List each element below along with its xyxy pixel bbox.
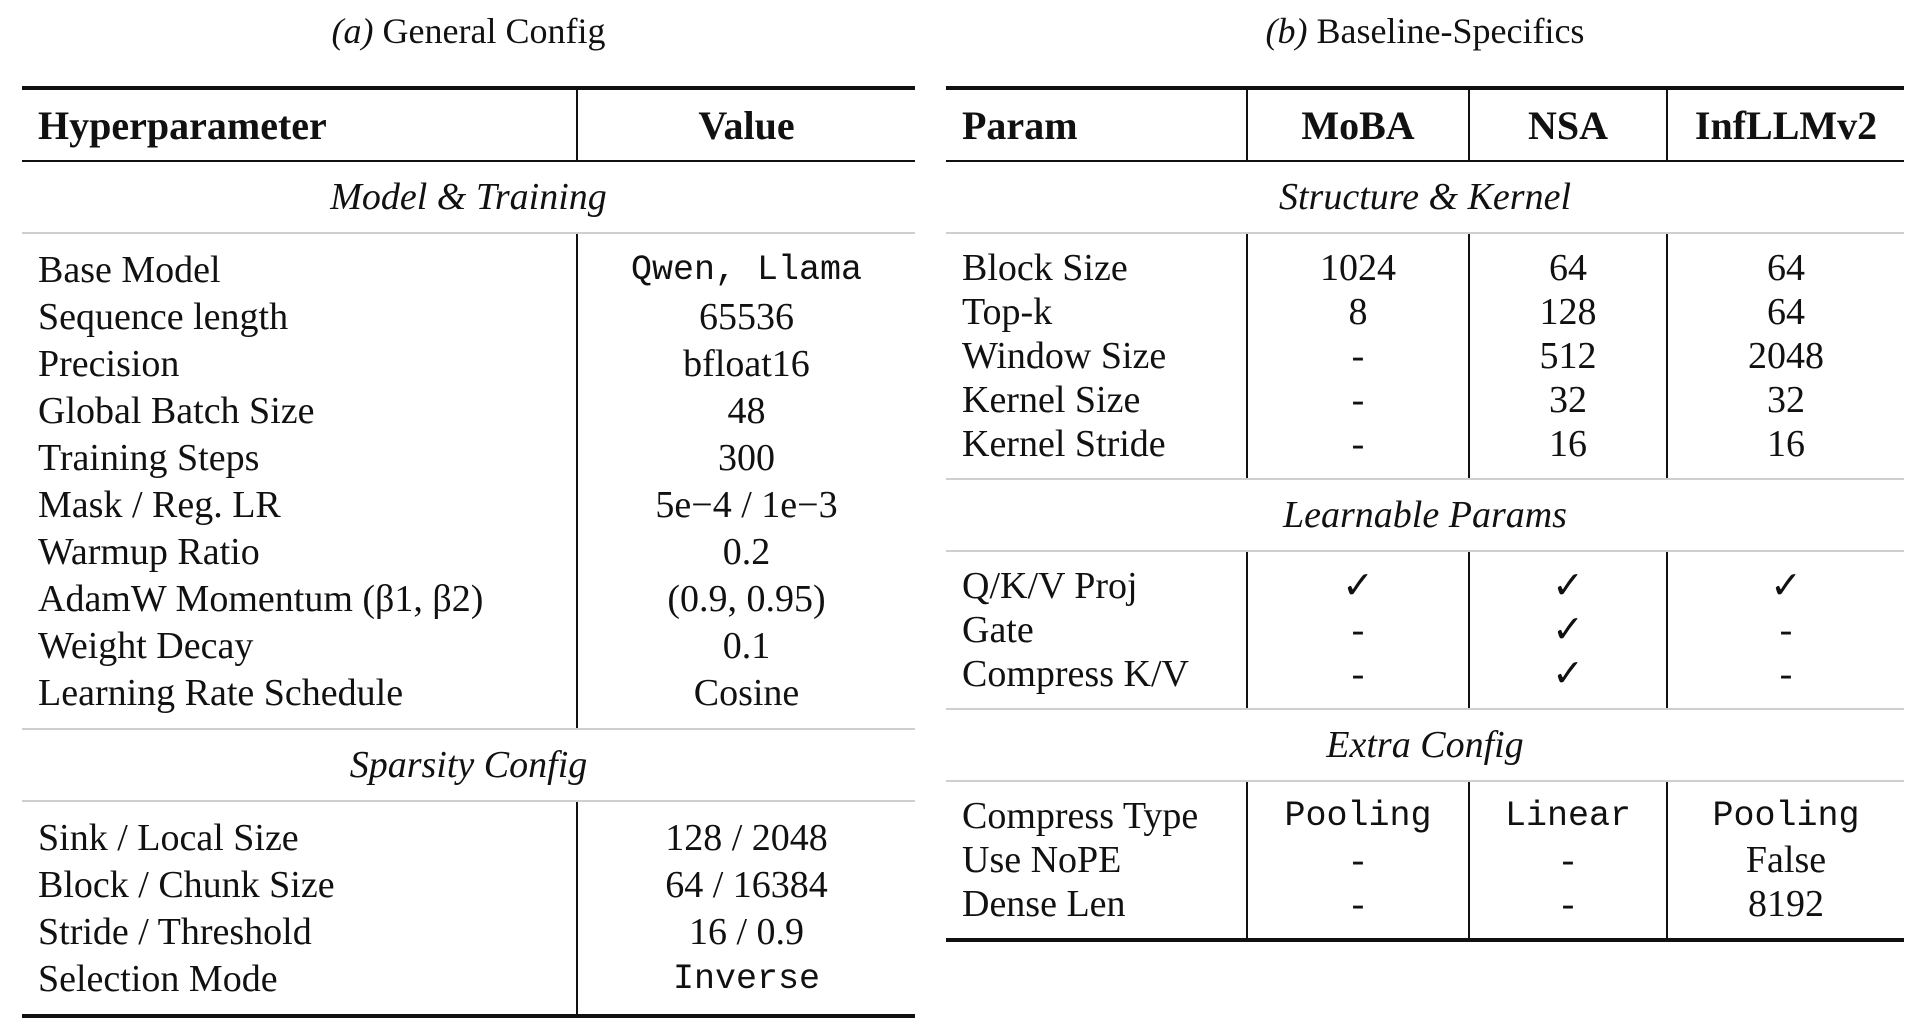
section-title: Extra Config	[946, 709, 1904, 781]
table-row: Global Batch Size 48	[22, 387, 915, 434]
header-value: Value	[577, 88, 915, 161]
section-title: Sparsity Config	[22, 729, 915, 801]
baseline-specifics-table	[946, 86, 1904, 942]
table-row: Gate - ✓ -	[946, 608, 1904, 652]
table-row: Warmup Ratio 0.2	[22, 528, 915, 575]
header-nsa: NSA	[1469, 88, 1667, 161]
general-config-table	[22, 86, 915, 1018]
table-row: Selection Mode Inverse	[22, 955, 915, 1002]
table-row: Dense Len - - 8192	[946, 882, 1904, 926]
caption-general-config: (a) General Config	[331, 11, 606, 51]
table-row: Base Model Qwen, Llama	[22, 246, 915, 293]
header-param: Param	[946, 88, 1247, 161]
table-header-row	[946, 88, 1904, 161]
header-infllmv2: InfLLMv2	[1667, 88, 1904, 161]
table-row: Sequence length 65536	[22, 293, 915, 340]
table-row: Weight Decay 0.1	[22, 622, 915, 669]
caption-baseline-specifics: (b) Baseline-Specifics	[1265, 11, 1585, 51]
check-icon: ✓	[1247, 564, 1469, 608]
section-title: Learnable Params	[946, 479, 1904, 551]
table-row: Compress K/V - ✓ -	[946, 652, 1904, 696]
check-icon: ✓	[1667, 564, 1904, 608]
table-row: Kernel Stride - 16 16	[946, 422, 1904, 466]
table-row: Training Steps 300	[22, 434, 915, 481]
header-moba: MoBA	[1247, 88, 1469, 161]
table-row: Window Size - 512 2048	[946, 334, 1904, 378]
table-row: Sink / Local Size 128 / 2048	[22, 814, 915, 861]
table-row: Mask / Reg. LR 5e−4 / 1e−3	[22, 481, 915, 528]
table-row: Stride / Threshold 16 / 0.9	[22, 908, 915, 955]
section-title: Structure & Kernel	[946, 161, 1904, 233]
table-row: Q/K/V Proj ✓ ✓ ✓	[946, 564, 1904, 608]
check-icon: ✓	[1469, 608, 1667, 652]
table-row: Compress Type Pooling Linear Pooling	[946, 794, 1904, 838]
table-row: Block Size 1024 64 64	[946, 246, 1904, 290]
section-title: Model & Training	[22, 161, 915, 233]
check-icon: ✓	[1469, 652, 1667, 696]
check-icon: ✓	[1469, 564, 1667, 608]
table-row: Top-k 8 128 64	[946, 290, 1904, 334]
table-row: Use NoPE - - False	[946, 838, 1904, 882]
table-row: Learning Rate Schedule Cosine	[22, 669, 915, 716]
table-header-row	[22, 88, 915, 161]
header-hyperparameter: Hyperparameter	[22, 88, 577, 161]
table-row: Kernel Size - 32 32	[946, 378, 1904, 422]
table-row: Block / Chunk Size 64 / 16384	[22, 861, 915, 908]
table-row: Precision bfloat16	[22, 340, 915, 387]
table-row: AdamW Momentum (β1, β2) (0.9, 0.95)	[22, 575, 915, 622]
